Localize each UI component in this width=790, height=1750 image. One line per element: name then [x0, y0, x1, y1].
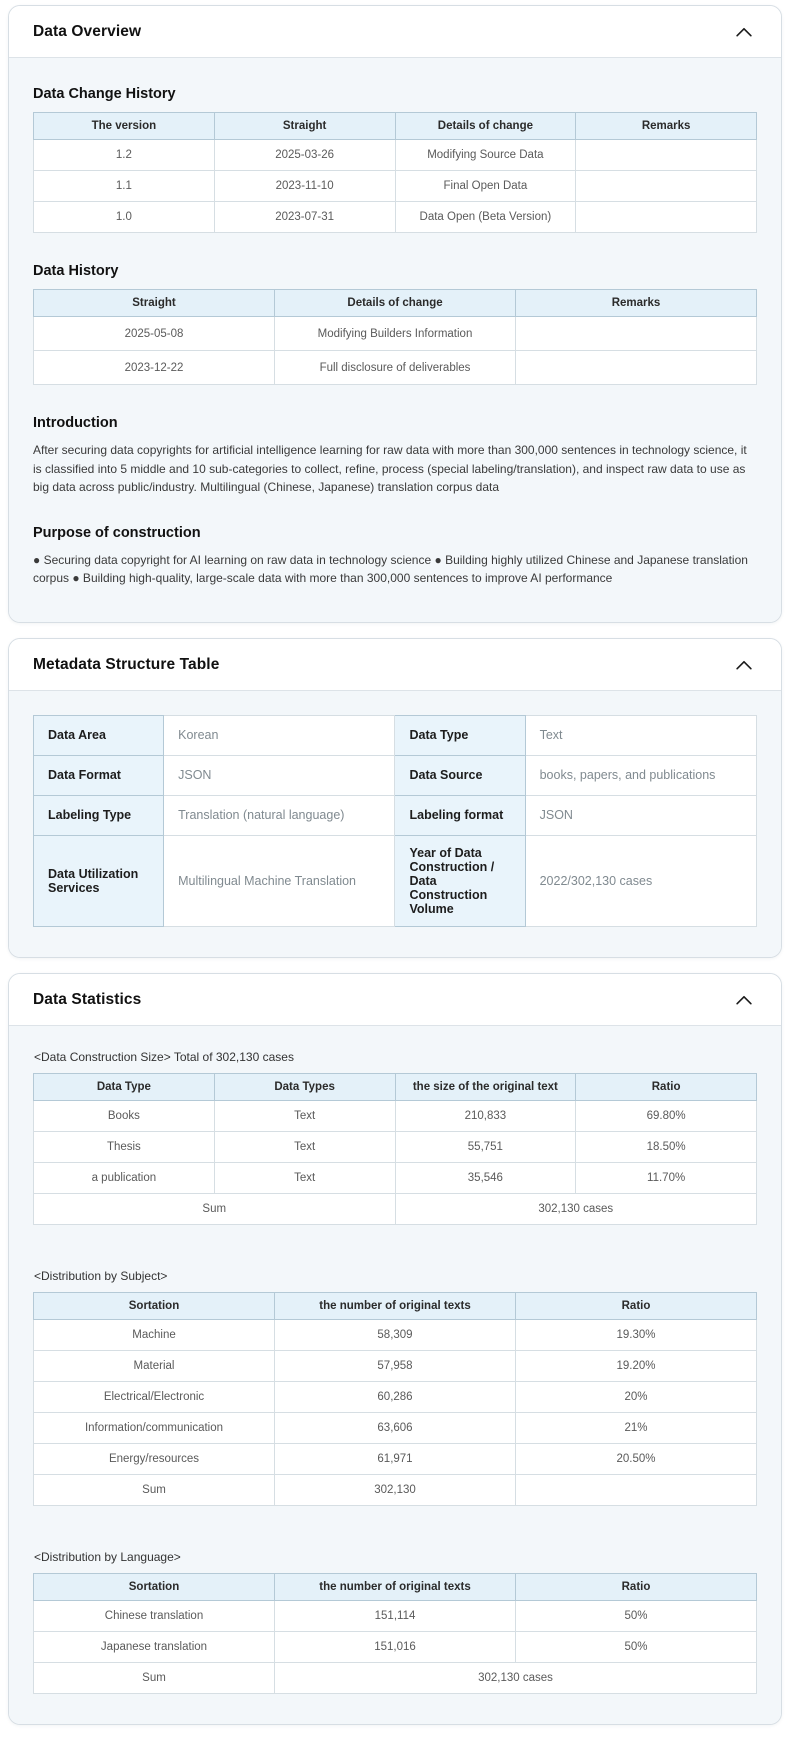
table-row: [34, 755, 757, 795]
table-cell: 50%: [516, 1631, 757, 1662]
column-header: the size of the original text: [395, 1073, 576, 1100]
sum-value-cell: 302,130 cases: [275, 1662, 757, 1693]
table-cell: [516, 1474, 757, 1505]
table-cell: 55,751: [395, 1131, 576, 1162]
table-cell: 2023-11-10: [214, 171, 395, 202]
meta-value: JSON: [525, 795, 756, 835]
meta-value: Korean: [164, 715, 395, 755]
chevron-up-icon[interactable]: [733, 989, 755, 1011]
table-cell: Text: [214, 1100, 395, 1131]
data-overview-panel: [8, 5, 782, 623]
construction-size-table: [33, 1073, 757, 1225]
data-history-heading: Data History: [33, 263, 119, 279]
metadata-table: [33, 715, 757, 927]
table-cell: 19.30%: [516, 1319, 757, 1350]
sum-label-cell: Sum: [34, 1474, 275, 1505]
meta-value: Multilingual Machine Translation: [164, 835, 395, 926]
table-row: [34, 1631, 757, 1662]
meta-label: Year of Data Construction / Data Construction Volume: [395, 835, 525, 926]
table-cell: Books: [34, 1100, 215, 1131]
table-header-row: [34, 1573, 757, 1600]
table-cell: 2025-05-08: [34, 317, 275, 351]
sum-label-cell: Sum: [34, 1662, 275, 1693]
column-header: Details of change: [395, 113, 576, 140]
metadata-header[interactable]: [9, 639, 781, 691]
table-row: [34, 202, 757, 233]
sum-value-cell: 302,130 cases: [395, 1193, 757, 1224]
chevron-up-icon[interactable]: [733, 654, 755, 676]
table-cell: 58,309: [275, 1319, 516, 1350]
data-statistics-panel: [8, 973, 782, 1725]
table-cell: 151,016: [275, 1631, 516, 1662]
column-header: the number of original texts: [275, 1292, 516, 1319]
table-header-row: [34, 290, 757, 317]
table-cell: 2023-07-31: [214, 202, 395, 233]
table-row: [34, 1600, 757, 1631]
table-cell: [576, 202, 757, 233]
construction-size-caption: <Data Construction Size> Total of 302,130 cases: [34, 1049, 294, 1064]
meta-label: Data Type: [395, 715, 525, 755]
data-statistics-body: [9, 1026, 781, 1724]
purpose-text: ● Securing data copyright for AI learning on raw data in technology science ● Building highly utilized Chinese and Japanese translation corpus ● Building high-quality, large-scale data with more than 300,000 sentences to improve AI performance: [33, 552, 748, 586]
column-header: Remarks: [516, 290, 757, 317]
meta-value: books, papers, and publications: [525, 755, 756, 795]
table-cell: 1.0: [34, 202, 215, 233]
table-row: [34, 1412, 757, 1443]
table-cell: 20%: [516, 1381, 757, 1412]
table-cell: 60,286: [275, 1381, 516, 1412]
table-cell: Modifying Builders Information: [275, 317, 516, 351]
table-cell: 11.70%: [576, 1162, 757, 1193]
table-row: [34, 171, 757, 202]
column-header: Sortation: [34, 1573, 275, 1600]
data-overview-header[interactable]: [9, 6, 781, 58]
table-cell: Text: [214, 1131, 395, 1162]
table-cell: 63,606: [275, 1412, 516, 1443]
table-cell: 50%: [516, 1600, 757, 1631]
table-row: [34, 140, 757, 171]
introduction-heading: Introduction: [33, 415, 118, 431]
panel-title: Metadata Structure Table: [33, 655, 220, 673]
table-cell: Final Open Data: [395, 171, 576, 202]
column-header: Data Type: [34, 1073, 215, 1100]
table-cell: [576, 140, 757, 171]
meta-label: Data Source: [395, 755, 525, 795]
table-header-row: [34, 113, 757, 140]
table-row: [34, 1100, 757, 1131]
data-overview-body: [9, 58, 781, 622]
meta-label: Data Utilization Services: [34, 835, 164, 926]
introduction-text: After securing data copyrights for artificial intelligence learning for raw data with more than 300,000 sentences in technology science, it is classified into 5 middle and 10 sub-categories to collect, refine, process (special labeling/translation), and inspect raw data to use as big data across public/industry. Multilingual (Chinese, Japanese) translation corpus data: [33, 443, 747, 495]
table-cell: 1.1: [34, 171, 215, 202]
table-cell: [516, 351, 757, 385]
by-subject-table: [33, 1292, 757, 1506]
table-header-row: [34, 1292, 757, 1319]
by-subject-caption: <Distribution by Subject>: [34, 1268, 168, 1283]
column-header: Data Types: [214, 1073, 395, 1100]
column-header: Sortation: [34, 1292, 275, 1319]
table-cell: Information/communication: [34, 1412, 275, 1443]
table-cell: Japanese translation: [34, 1631, 275, 1662]
table-cell: Modifying Source Data: [395, 140, 576, 171]
by-language-caption: <Distribution by Language>: [34, 1549, 181, 1564]
table-cell: Thesis: [34, 1131, 215, 1162]
table-cell: Text: [214, 1162, 395, 1193]
column-header: Remarks: [576, 113, 757, 140]
table-cell: Electrical/Electronic: [34, 1381, 275, 1412]
table-cell: 151,114: [275, 1600, 516, 1631]
table-row: [34, 835, 757, 926]
table-sum-row: [34, 1474, 757, 1505]
table-cell: 35,546: [395, 1162, 576, 1193]
table-sum-row: [34, 1193, 757, 1224]
by-language-table: [33, 1573, 757, 1694]
meta-value: Text: [525, 715, 756, 755]
table-row: [34, 1350, 757, 1381]
column-header: the number of original texts: [275, 1573, 516, 1600]
table-cell: 21%: [516, 1412, 757, 1443]
table-cell: 19.20%: [516, 1350, 757, 1381]
table-cell: 61,971: [275, 1443, 516, 1474]
column-header: The version: [34, 113, 215, 140]
table-header-row: [34, 1073, 757, 1100]
table-cell: 210,833: [395, 1100, 576, 1131]
table-cell: Data Open (Beta Version): [395, 202, 576, 233]
table-row: [34, 351, 757, 385]
table-cell: [516, 317, 757, 351]
table-cell: 2023-12-22: [34, 351, 275, 385]
metadata-panel: [8, 638, 782, 958]
column-header: Details of change: [275, 290, 516, 317]
column-header: Ratio: [576, 1073, 757, 1100]
column-header: Ratio: [516, 1573, 757, 1600]
panel-title: Data Statistics: [33, 990, 142, 1008]
table-row: [34, 1381, 757, 1412]
purpose-heading: Purpose of construction: [33, 524, 201, 541]
table-row: [34, 1162, 757, 1193]
meta-label: Data Area: [34, 715, 164, 755]
table-cell: 20.50%: [516, 1443, 757, 1474]
metadata-body: [9, 691, 781, 957]
panel-title: Data Overview: [33, 23, 142, 40]
table-cell: Chinese translation: [34, 1600, 275, 1631]
table-row: [34, 1131, 757, 1162]
data-statistics-header[interactable]: [9, 974, 781, 1026]
sum-value-cell: 302,130: [275, 1474, 516, 1505]
data-history-table: [33, 289, 757, 385]
table-cell: Machine: [34, 1319, 275, 1350]
table-cell: 1.2: [34, 140, 215, 171]
meta-value: JSON: [164, 755, 395, 795]
table-cell: [576, 171, 757, 202]
table-row: [34, 715, 757, 755]
meta-label: Labeling format: [395, 795, 525, 835]
table-cell: 18.50%: [576, 1131, 757, 1162]
meta-value: Translation (natural language): [164, 795, 395, 835]
change-history-heading: Data Change History: [33, 86, 176, 102]
sum-label-cell: Sum: [34, 1193, 396, 1224]
table-cell: Full disclosure of deliverables: [275, 351, 516, 385]
column-header: Ratio: [516, 1292, 757, 1319]
table-cell: 69.80%: [576, 1100, 757, 1131]
change-history-table: [33, 112, 757, 233]
table-sum-row: [34, 1662, 757, 1693]
table-cell: a publication: [34, 1162, 215, 1193]
meta-label: Data Format: [34, 755, 164, 795]
meta-value: 2022/302,130 cases: [525, 835, 756, 926]
table-cell: Material: [34, 1350, 275, 1381]
meta-label: Labeling Type: [34, 795, 164, 835]
table-row: [34, 1443, 757, 1474]
table-cell: Energy/resources: [34, 1443, 275, 1474]
column-header: Straight: [34, 290, 275, 317]
chevron-up-icon[interactable]: [733, 21, 755, 43]
table-row: [34, 1319, 757, 1350]
table-cell: 2025-03-26: [214, 140, 395, 171]
table-row: [34, 317, 757, 351]
table-row: [34, 795, 757, 835]
table-cell: 57,958: [275, 1350, 516, 1381]
column-header: Straight: [214, 113, 395, 140]
